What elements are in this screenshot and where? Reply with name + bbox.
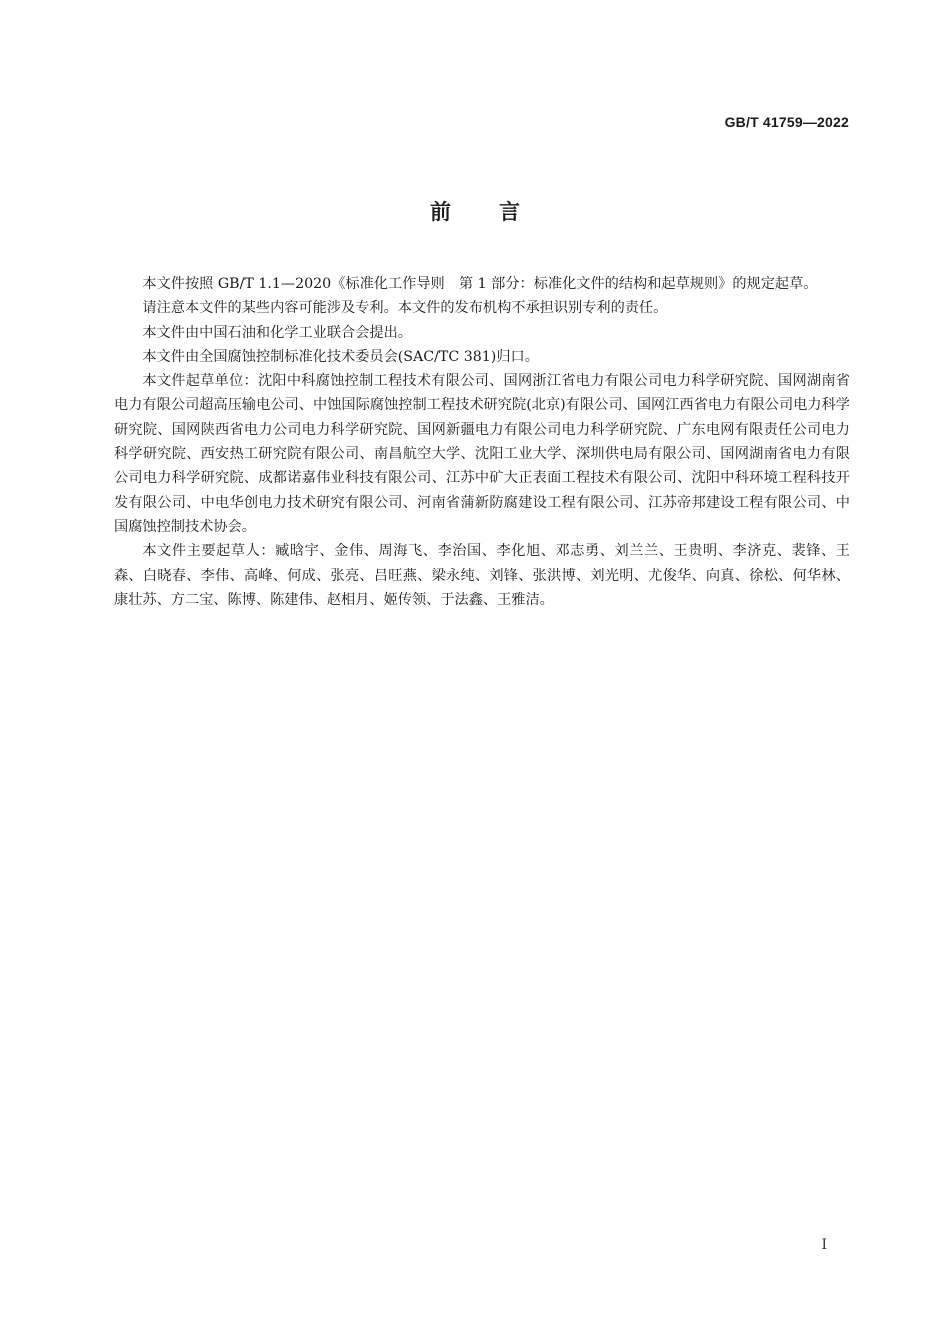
title-char-2: 言 xyxy=(499,200,520,224)
paragraph-drafting-rules: 本文件按照 GB/T 1.1—2020《标准化工作导则 第 1 部分：标准化文件的结构和起草规则》的规定起草。 xyxy=(142,276,818,292)
page-title xyxy=(0,196,950,226)
foreword-body xyxy=(114,272,850,612)
paragraph-committee: 本文件由全国腐蚀控制标准化技术委员会(SAC/TC 381)归口。 xyxy=(142,348,539,365)
paragraph-drafters: 本文件主要起草人：臧晗宇、金伟、周海飞、李治国、李化旭、邓志勇、刘兰兰、王贵明、李济克、裴锋、王森、白晓春、李伟、高峰、何成、张亮、吕旺燕、梁永纯、刘锋、张洪博、刘光明、尤俊华、向真、徐松、何华林、康壮苏、方二宝、陈博、陈建伟、赵相月、姬传领、于法鑫、王雅洁。 xyxy=(114,543,850,608)
paragraph-drafting-units: 本文件起草单位：沈阳中科腐蚀控制工程技术有限公司、国网浙江省电力有限公司电力科学研究院、国网湖南省电力有限公司超高压输电公司、中蚀国际腐蚀控制工程技术研究院(北京)有限公司、国网江西省电力有限公司电力科学研究院、国网陕西省电力公司电力科学研究院、国网新疆电力有限公司电力科学研究院、广东电网有限责任公司电力科学研究院、西安热工研究院有限公司、南昌航空大学、沈阳工业大学、深圳供电局有限公司、国网湖南省电力有限公司电力科学研究院、成都诺嘉伟业科技有限公司、江苏中矿大正表面工程技术有限公司、沈阳中科环境工程科技开发有限公司、中电华创电力技术研究有限公司、河南省蒲新防腐建设工程有限公司、江苏帝邦建设工程有限公司、中国腐蚀控制技术协会。 xyxy=(114,373,850,535)
page-number: I xyxy=(821,1237,827,1253)
paragraph-patent-notice: 请注意本文件的某些内容可能涉及专利。本文件的发布机构不承担识别专利的责任。 xyxy=(142,300,668,317)
standard-code: GB/T 41759—2022 xyxy=(724,114,849,130)
title-char-1: 前 xyxy=(430,200,451,224)
paragraph-proposer: 本文件由中国石油和化学工业联合会提出。 xyxy=(142,324,412,341)
